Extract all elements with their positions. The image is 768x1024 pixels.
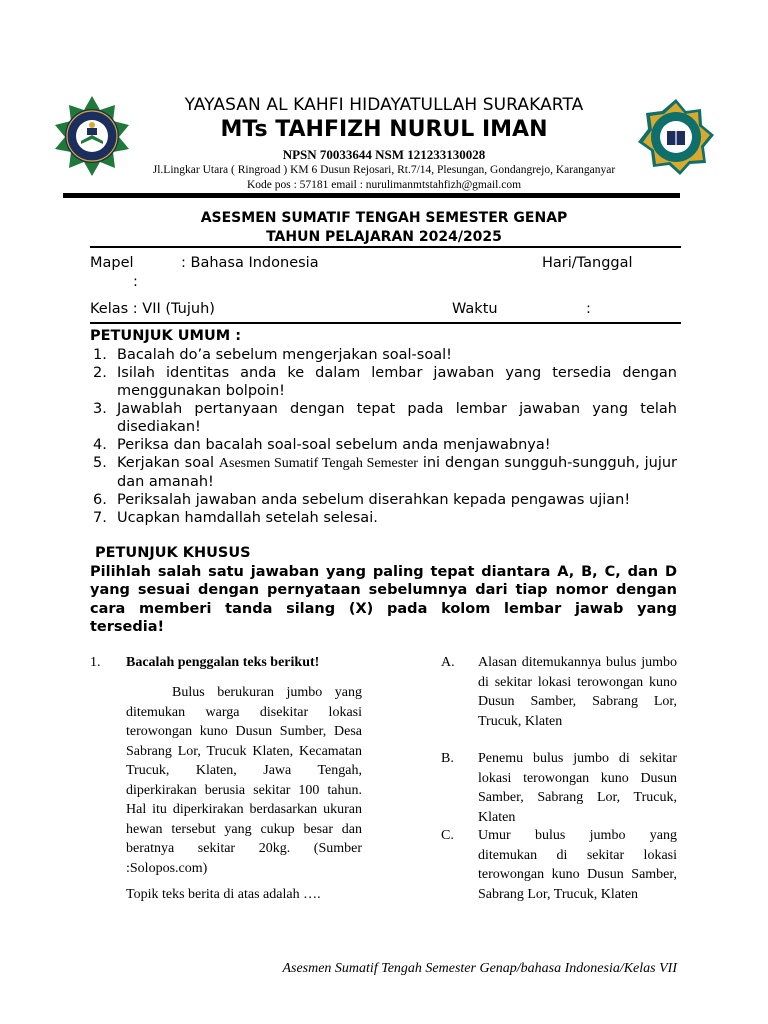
hari-label: Hari/Tanggal xyxy=(542,255,633,271)
instruction-item: 5. Kerjakan soal Asesmen Sumatif Tengah Semester ini dengan sungguh-sungguh, jujur dan amanah! xyxy=(93,455,677,490)
hari-colon: : xyxy=(133,274,138,290)
waktu-label: Waktu xyxy=(452,301,498,317)
passage-text: Bulus berukuran jumbo yang ditemukan warga disekitar lokasi terowongan kuno Dusun Sumber, Desa Sabrang Lor, Trucuk Klaten, Kecamatan Trucuk, Klaten, Jawa Tengah, diperkirakan berusia sekitar 100 tahun. Hal itu diperkirakan berdasarkan ukuran hewan tersebut yang cukup besar dan beratnya sekitar 20kg. (Sumber :Solopos.com) xyxy=(126,685,362,876)
specific-instructions-heading: PETUNJUK KHUSUS xyxy=(95,545,251,561)
question-number: 1. xyxy=(90,655,101,670)
foundation-name: YAYASAN AL KAHFI HIDAYATULLAH SURAKARTA xyxy=(184,95,584,115)
mapel-label: Mapel xyxy=(90,255,134,271)
page-footer: Asesmen Sumatif Tengah Semester Genap/bahasa Indonesia/Kelas VII xyxy=(282,961,677,976)
school-contact: Kode pos : 57181 email : nurulimanmtstahfizh@gmail.com xyxy=(246,179,522,191)
question-passage xyxy=(126,683,362,878)
title-divider xyxy=(90,246,681,248)
option-b-letter: B. xyxy=(441,751,454,766)
option-c-letter: C. xyxy=(441,828,454,843)
kelas-info: Kelas : VII (Tujuh) xyxy=(90,301,215,317)
mapel-value: : Bahasa Indonesia xyxy=(181,255,319,271)
specific-instructions-body: Pilihlah salah satu jawaban yang paling tepat diantara A, B, C, dan D yang sesuai dengan pernyataan sebelumnya dari tiap nomor dengan cara memberi tanda silang (X) pada kolom lembar jawab yang tersedia! xyxy=(90,564,677,635)
option-a-text: Alasan ditemukannya bulus jumbo di sekitar lokasi terowongan kuno Dusun Samber, Sabrang Lor, Trucuk, Klaten xyxy=(478,655,677,729)
question-lead: Bacalah penggalan teks berikut! xyxy=(126,655,320,670)
option-a-letter: A. xyxy=(441,655,455,670)
school-address: Jl.Lingkar Utara ( Ringroad ) KM 6 Dusun Rejosari, Rt.7/14, Plesungan, Gondangrejo, Karanganyar xyxy=(152,164,616,176)
question-prompt: Topik teks berita di atas adalah …. xyxy=(126,887,321,902)
instruction-item: 7. Ucapkan hamdallah setelah selesai. xyxy=(93,510,378,526)
meta-divider xyxy=(90,322,681,324)
exam-title: ASESMEN SUMATIF TENGAH SEMESTER GENAP xyxy=(200,210,568,226)
general-instructions-heading: PETUNJUK UMUM : xyxy=(90,328,242,344)
instruction-item: 6. Periksalah jawaban anda sebelum diserahkan kepada pengawas ujian! xyxy=(93,492,631,508)
general-instructions-list xyxy=(90,346,677,527)
option-c-text: Umur bulus jumbo yang ditemukan di sekitar lokasi terowongan kuno Dusun Samber, Sabrang Lor, Trucuk, Klaten xyxy=(478,828,677,902)
instruction-item: 4. Periksa dan bacalah soal-soal sebelum anda menjawabnya! xyxy=(93,437,551,453)
npsn-nsm: NPSN 70033644 NSM 121233130028 xyxy=(282,147,486,162)
instruction-item: 3. Jawablah pertanyaan dengan tepat pada lembar jawaban yang telah disediakan! xyxy=(93,401,677,435)
exam-year: TAHUN PELAJARAN 2024/2025 xyxy=(266,229,502,245)
instruction-item: 2. Isilah identitas anda ke dalam lembar jawaban yang tersedia dengan menggunakan bolpoin! xyxy=(93,365,677,399)
option-b-text: Penemu bulus jumbo di sekitar lokasi terowongan kuno Dusun Samber, Sabrang Lor, Trucuk, Klaten xyxy=(478,751,677,825)
waktu-colon: : xyxy=(586,301,591,317)
mapel-value-text: Bahasa Indonesia xyxy=(190,255,319,271)
school-name: MTs TAHFIZH NURUL IMAN xyxy=(220,117,548,142)
instruction-item: 1. Bacalah do’a sebelum mengerjakan soal-soal! xyxy=(93,347,452,363)
letterhead-divider xyxy=(63,193,680,198)
